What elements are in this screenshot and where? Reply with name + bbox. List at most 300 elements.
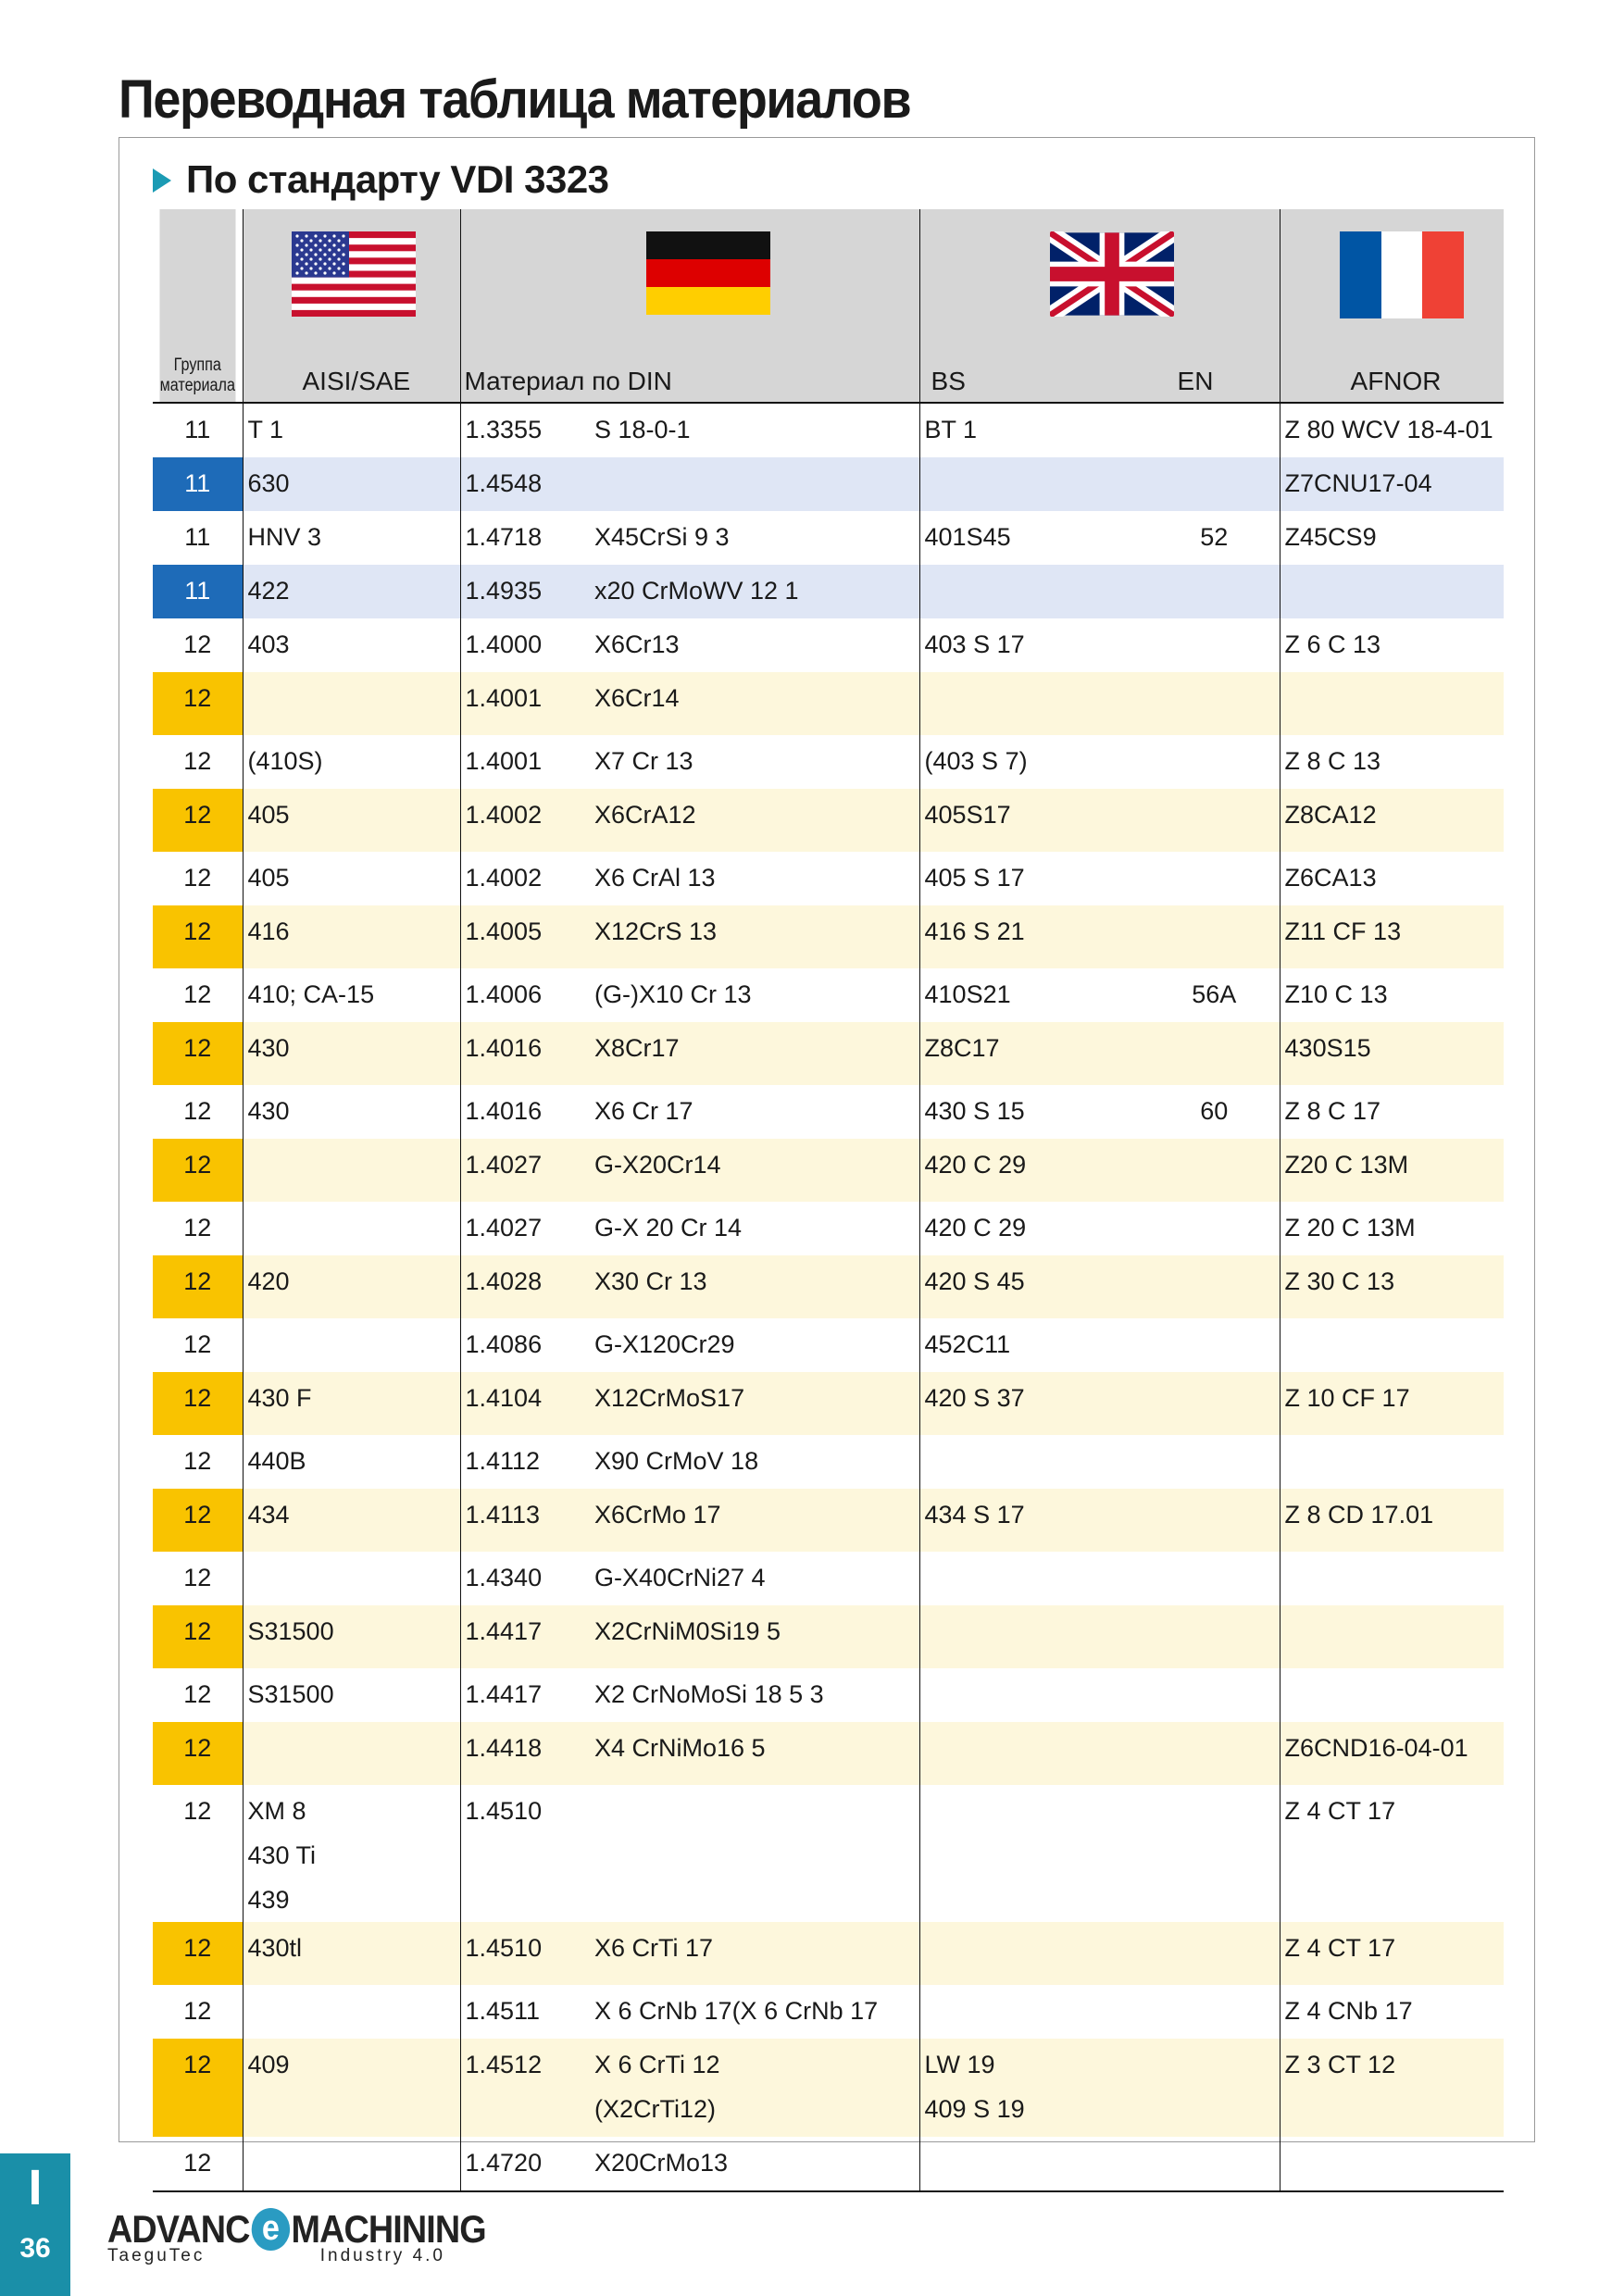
cell-bs	[919, 1318, 1149, 1372]
cell-bs	[919, 1139, 1149, 1202]
cell-en-text: 56A	[1192, 980, 1237, 1008]
cell-bs-text: 420 S 37	[924, 1384, 1025, 1412]
cell-bs	[919, 1605, 1149, 1668]
cell-aisi	[243, 672, 460, 735]
cell-group-text: 12	[183, 2149, 212, 2177]
cell-afnor	[1280, 403, 1504, 457]
cell-group	[153, 672, 243, 735]
cell-aisi-text: 430 Ti	[247, 1841, 317, 1869]
header-bs-en	[919, 209, 1280, 403]
cell-en-text: 60	[1200, 1097, 1229, 1125]
cell-bs-text: 409 S 19	[924, 2095, 1025, 2123]
cell-din-name	[590, 565, 919, 618]
cell-group-text: 12	[183, 684, 212, 712]
cell-din-name-text: G-X120Cr29	[594, 1330, 735, 1358]
cell-afnor	[1280, 1085, 1504, 1139]
cell-afnor-text: Z 4 CT 17	[1284, 1797, 1396, 1825]
cell-din-number-text: 1.4027	[465, 1151, 543, 1179]
cell-din-name	[590, 1985, 919, 2039]
cell-aisi	[243, 1202, 460, 1255]
cell-group	[153, 1318, 243, 1372]
logo-e-mark: e	[251, 2208, 289, 2251]
cell-group-text: 12	[183, 1330, 212, 1358]
table-row	[153, 1552, 1504, 1605]
table-row	[153, 1085, 1504, 1139]
header-afnor-label: AFNOR	[1350, 367, 1442, 395]
cell-group	[153, 789, 243, 852]
cell-bs-text: 416 S 21	[924, 917, 1025, 945]
cell-aisi-text: XM 8	[247, 1797, 306, 1825]
cell-afnor-text: Z 8 C 13	[1284, 747, 1381, 775]
cell-group-text: 12	[183, 864, 212, 892]
cell-din-number	[460, 852, 590, 905]
header-din	[460, 209, 919, 403]
logo-text-left: ADVANC	[107, 2207, 250, 2251]
cell-group	[153, 1435, 243, 1489]
table-body	[153, 403, 1504, 2191]
cell-afnor	[1280, 1785, 1504, 1922]
cell-din-name-text: X8Cr17	[594, 1034, 680, 1062]
cell-afnor	[1280, 1605, 1504, 1668]
cell-din-name-text: X6CrMo 17	[594, 1501, 721, 1529]
table-row	[153, 1255, 1504, 1318]
cell-aisi	[243, 1435, 460, 1489]
cell-group	[153, 1552, 243, 1605]
cell-din-number-text: 1.4000	[465, 630, 543, 658]
cell-bs-text: 430 S 15	[924, 1097, 1025, 1125]
cell-din-name-text: X2 CrNoMoSi 18 5 3	[594, 1680, 824, 1708]
cell-afnor-text: Z 4 CNb 17	[1284, 1997, 1413, 2025]
cell-din-name	[590, 1139, 919, 1202]
cell-din-number	[460, 1668, 590, 1722]
cell-afnor-text: 430S15	[1284, 1034, 1371, 1062]
cell-din-number	[460, 1605, 590, 1668]
cell-aisi-text: 430tl	[247, 1934, 303, 1962]
cell-bs	[919, 1552, 1149, 1605]
cell-bs	[919, 1722, 1149, 1785]
cell-din-number	[460, 1489, 590, 1552]
cell-bs-text: 403 S 17	[924, 630, 1025, 658]
cell-din-name	[590, 1922, 919, 1985]
cell-din-name	[590, 1605, 919, 1668]
cell-din-name-text: X6 CrTi 17	[594, 1934, 714, 1962]
cell-afnor	[1280, 457, 1504, 511]
cell-bs-text: 420 C 29	[924, 1151, 1027, 1179]
cell-aisi	[243, 618, 460, 672]
cell-aisi	[243, 789, 460, 852]
cell-din-name-text: X12CrMoS17	[594, 1384, 745, 1412]
header-aisi	[243, 209, 460, 403]
cell-bs	[919, 511, 1149, 565]
cell-afnor	[1280, 1722, 1504, 1785]
page-title: Переводная таблица материалов	[119, 69, 911, 130]
cell-en	[1149, 968, 1280, 1022]
cell-afnor-text: Z 8 C 17	[1284, 1097, 1381, 1125]
cell-din-number-text: 1.4720	[465, 2149, 543, 2177]
cell-group	[153, 968, 243, 1022]
cell-bs	[919, 618, 1149, 672]
cell-bs	[919, 403, 1149, 457]
cell-afnor	[1280, 1318, 1504, 1372]
cell-en	[1149, 457, 1280, 511]
cell-en	[1149, 905, 1280, 968]
cell-group-text: 12	[183, 1797, 212, 1825]
cell-afnor	[1280, 1022, 1504, 1085]
advance-machining-logo	[107, 2207, 528, 2266]
cell-afnor	[1280, 672, 1504, 735]
cell-group	[153, 1085, 243, 1139]
cell-bs	[919, 2137, 1149, 2191]
section-tab	[0, 2153, 70, 2296]
cell-din-number	[460, 2137, 590, 2191]
header-en-label: EN	[1177, 367, 1214, 395]
cell-din-name-text: X 6 CrNb 17(X 6 CrNb 17	[594, 1997, 879, 2025]
cell-aisi	[243, 511, 460, 565]
table-row	[153, 1985, 1504, 2039]
cell-afnor	[1280, 2039, 1504, 2137]
cell-din-name	[590, 1372, 919, 1435]
cell-din-name-text: X6Cr13	[594, 630, 680, 658]
cell-group	[153, 1985, 243, 2039]
cell-aisi-text: S31500	[247, 1680, 334, 1708]
cell-afnor	[1280, 1922, 1504, 1985]
cell-din-name	[590, 1255, 919, 1318]
cell-din-name-text: X6CrA12	[594, 801, 696, 829]
header-aisi-label: AISI/SAE	[302, 367, 411, 395]
cell-afnor-text: Z 4 CT 17	[1284, 1934, 1396, 1962]
table-row	[153, 618, 1504, 672]
cell-din-number-text: 1.4016	[465, 1097, 543, 1125]
cell-bs-text: 420 C 29	[924, 1214, 1027, 1242]
cell-afnor-text: Z 20 C 13M	[1284, 1214, 1416, 1242]
table-row	[153, 1489, 1504, 1552]
cell-aisi-text: 420	[247, 1267, 290, 1295]
cell-din-number	[460, 789, 590, 852]
cell-afnor	[1280, 1668, 1504, 1722]
cell-bs	[919, 1785, 1149, 1922]
subtitle-text: По стандарту VDI 3323	[186, 157, 609, 201]
cell-aisi-text: 430 F	[247, 1384, 312, 1412]
cell-din-number	[460, 1022, 590, 1085]
table-row	[153, 1668, 1504, 1722]
cell-din-number-text: 1.4417	[465, 1680, 543, 1708]
cell-aisi	[243, 2039, 460, 2137]
cell-din-name-text: X30 Cr 13	[594, 1267, 707, 1295]
logo-brand: TaeguTec	[107, 2246, 206, 2265]
cell-din-name-text: X2CrNiM0Si19 5	[594, 1617, 781, 1645]
cell-group	[153, 2039, 243, 2137]
cell-din-number-text: 1.4418	[465, 1734, 543, 1762]
cell-afnor	[1280, 1202, 1504, 1255]
cell-din-name-text: X90 CrMoV 18	[594, 1447, 759, 1475]
cell-din-number	[460, 511, 590, 565]
cell-group-text: 12	[183, 1384, 212, 1412]
cell-afnor-text: Z 80 WCV 18-4-01	[1284, 416, 1493, 443]
cell-din-name	[590, 2039, 919, 2137]
cell-group-text: 12	[183, 980, 212, 1008]
cell-aisi	[243, 1085, 460, 1139]
cell-din-name-text: X7 Cr 13	[594, 747, 693, 775]
cell-afnor	[1280, 905, 1504, 968]
cell-din-name	[590, 1202, 919, 1255]
cell-group-text: 12	[183, 801, 212, 829]
cell-afnor-text: Z 30 C 13	[1284, 1267, 1395, 1295]
cell-afnor	[1280, 968, 1504, 1022]
us-flag-icon	[292, 231, 416, 317]
cell-bs	[919, 457, 1149, 511]
cell-aisi	[243, 2137, 460, 2191]
cell-bs	[919, 1022, 1149, 1085]
cell-din-number-text: 1.4113	[465, 1501, 541, 1529]
cell-group-text: 12	[183, 1214, 212, 1242]
cell-group-text: 12	[183, 1997, 212, 2025]
cell-din-number	[460, 1722, 590, 1785]
cell-group-text: 12	[183, 1501, 212, 1529]
cell-din-number-text: 1.4935	[465, 577, 543, 605]
cell-afnor-text: Z 8 CD 17.01	[1284, 1501, 1434, 1529]
cell-din-name	[590, 1785, 919, 1922]
triangle-bullet-icon	[153, 168, 171, 193]
cell-din-name-text: G-X40CrNi27 4	[594, 1564, 766, 1591]
cell-en	[1149, 2039, 1280, 2137]
cell-bs	[919, 905, 1149, 968]
cell-din-number	[460, 1785, 590, 1922]
cell-din-name-text: S 18-0-1	[594, 416, 691, 443]
cell-en	[1149, 735, 1280, 789]
cell-din-number-text: 1.4028	[465, 1267, 543, 1295]
cell-en	[1149, 1722, 1280, 1785]
cell-din-number-text: 1.4016	[465, 1034, 543, 1062]
cell-din-name-text: X6 CrAl 13	[594, 864, 716, 892]
cell-aisi-text: 405	[247, 801, 290, 829]
cell-din-number-text: 1.4001	[465, 684, 543, 712]
cell-group-text: 11	[184, 577, 211, 605]
cell-afnor	[1280, 565, 1504, 618]
cell-aisi-text: 630	[247, 469, 290, 497]
cell-afnor	[1280, 618, 1504, 672]
cell-en	[1149, 1922, 1280, 1985]
cell-group-text: 12	[183, 747, 212, 775]
cell-din-number-text: 1.4005	[465, 917, 543, 945]
cell-bs-text: 405S17	[924, 801, 1011, 829]
cell-din-number-text: 1.4006	[465, 980, 543, 1008]
cell-aisi	[243, 1922, 460, 1985]
section-subtitle	[153, 157, 609, 202]
cell-group-text: 12	[183, 2051, 212, 2078]
table-row	[153, 403, 1504, 457]
cell-group-text: 12	[183, 917, 212, 945]
cell-group	[153, 1139, 243, 1202]
cell-din-name	[590, 457, 919, 511]
germany-flag-icon	[646, 231, 770, 315]
cell-en	[1149, 1255, 1280, 1318]
table-row	[153, 1372, 1504, 1435]
cell-din-number-text: 1.4510	[465, 1934, 543, 1962]
logo-text-right: MACHINING	[291, 2207, 486, 2251]
cell-bs	[919, 789, 1149, 852]
cell-group-text: 11	[184, 416, 211, 443]
cell-bs-text: 410S21	[924, 980, 1011, 1008]
cell-din-number	[460, 1372, 590, 1435]
cell-group	[153, 1022, 243, 1085]
cell-en	[1149, 1552, 1280, 1605]
cell-din-number-text: 1.4104	[465, 1384, 543, 1412]
cell-din-name-text: X20CrMo13	[594, 2149, 729, 2177]
cell-afnor	[1280, 1255, 1504, 1318]
cell-afnor	[1280, 1552, 1504, 1605]
cell-din-number-text: 1.4086	[465, 1330, 543, 1358]
section-tab-letter: I	[28, 2160, 43, 2215]
header-afnor	[1280, 209, 1504, 403]
cell-bs	[919, 1489, 1149, 1552]
cell-afnor-text: Z 10 CF 17	[1284, 1384, 1410, 1412]
cell-bs-text: (403 S 7)	[924, 747, 1028, 775]
cell-afnor-text: Z6CND16-04-01	[1284, 1734, 1468, 1762]
cell-din-name	[590, 672, 919, 735]
cell-en	[1149, 1139, 1280, 1202]
cell-din-number	[460, 565, 590, 618]
page-number: 36	[19, 2233, 51, 2264]
cell-group	[153, 735, 243, 789]
cell-group	[153, 1255, 243, 1318]
cell-en	[1149, 1785, 1280, 1922]
cell-din-number	[460, 1922, 590, 1985]
cell-afnor	[1280, 511, 1504, 565]
cell-aisi	[243, 1552, 460, 1605]
cell-aisi	[243, 1985, 460, 2039]
cell-din-name	[590, 403, 919, 457]
cell-group	[153, 2137, 243, 2191]
table-row	[153, 1139, 1504, 1202]
cell-en	[1149, 1435, 1280, 1489]
cell-aisi	[243, 403, 460, 457]
cell-afnor	[1280, 735, 1504, 789]
cell-din-name-text: (G-)X10 Cr 13	[594, 980, 752, 1008]
cell-en-text: 52	[1200, 523, 1229, 551]
cell-din-number-text: 1.4511	[465, 1997, 541, 2025]
cell-din-name-text: X6 Cr 17	[594, 1097, 693, 1125]
cell-din-name	[590, 511, 919, 565]
table-row	[153, 968, 1504, 1022]
table-row	[153, 457, 1504, 511]
cell-din-name	[590, 618, 919, 672]
cell-afnor	[1280, 1489, 1504, 1552]
cell-din-number	[460, 403, 590, 457]
cell-aisi-text: S31500	[247, 1617, 334, 1645]
cell-bs	[919, 735, 1149, 789]
cell-din-number	[460, 968, 590, 1022]
cell-group-text: 12	[183, 1097, 212, 1125]
cell-aisi	[243, 1372, 460, 1435]
table-row	[153, 1318, 1504, 1372]
cell-bs	[919, 565, 1149, 618]
cell-din-name	[590, 1318, 919, 1372]
cell-bs	[919, 852, 1149, 905]
cell-group-text: 12	[183, 1617, 212, 1645]
cell-afnor-text: Z6CA13	[1284, 864, 1377, 892]
cell-aisi	[243, 735, 460, 789]
cell-din-number	[460, 1255, 590, 1318]
cell-group	[153, 1922, 243, 1985]
cell-aisi-text: HNV 3	[247, 523, 322, 551]
cell-en	[1149, 1318, 1280, 1372]
cell-group-text: 12	[183, 630, 212, 658]
cell-en	[1149, 1202, 1280, 1255]
cell-aisi	[243, 968, 460, 1022]
cell-din-number	[460, 1139, 590, 1202]
cell-en	[1149, 403, 1280, 457]
cell-din-number	[460, 2039, 590, 2137]
header-din-label: Материал по DIN	[464, 367, 672, 395]
cell-group	[153, 618, 243, 672]
cell-din-number	[460, 1985, 590, 2039]
cell-group	[153, 457, 243, 511]
table-row	[153, 1202, 1504, 1255]
cell-din-number	[460, 1318, 590, 1372]
cell-din-number-text: 1.4510	[465, 1797, 543, 1825]
cell-din-number	[460, 672, 590, 735]
cell-din-number	[460, 1085, 590, 1139]
cell-en	[1149, 1022, 1280, 1085]
cell-din-number	[460, 1552, 590, 1605]
cell-en	[1149, 618, 1280, 672]
header-group: Группа материала	[159, 209, 235, 403]
france-flag-icon	[1340, 231, 1464, 318]
cell-din-name	[590, 905, 919, 968]
header-bs-label: BS	[931, 367, 966, 395]
cell-aisi-text: 410; CA-15	[247, 980, 375, 1008]
uk-flag-icon	[1050, 231, 1174, 317]
cell-afnor-text: Z7CNU17-04	[1284, 469, 1432, 497]
cell-group	[153, 852, 243, 905]
cell-group-text: 12	[183, 1151, 212, 1179]
cell-aisi	[243, 1722, 460, 1785]
cell-bs	[919, 2039, 1149, 2137]
table-row	[153, 1605, 1504, 1668]
cell-afnor-text: Z20 C 13M	[1284, 1151, 1409, 1179]
table-row	[153, 905, 1504, 968]
cell-aisi	[243, 1022, 460, 1085]
cell-afnor-text: Z 3 CT 12	[1284, 2051, 1396, 2078]
table-row	[153, 1722, 1504, 1785]
cell-bs	[919, 1372, 1149, 1435]
cell-din-name	[590, 2137, 919, 2191]
cell-aisi-text: 409	[247, 2051, 290, 2078]
cell-group-text: 12	[183, 1564, 212, 1591]
table-header-row	[153, 209, 1504, 403]
cell-group	[153, 1785, 243, 1922]
cell-group	[153, 511, 243, 565]
cell-din-name-text: X4 CrNiMo16 5	[594, 1734, 766, 1762]
cell-en	[1149, 1372, 1280, 1435]
table-row	[153, 2137, 1504, 2191]
cell-din-name	[590, 852, 919, 905]
cell-en	[1149, 1605, 1280, 1668]
cell-group-text: 12	[183, 1267, 212, 1295]
cell-bs-text: BT 1	[924, 416, 978, 443]
cell-afnor	[1280, 789, 1504, 852]
cell-bs	[919, 672, 1149, 735]
cell-bs	[919, 968, 1149, 1022]
cell-din-name	[590, 1552, 919, 1605]
cell-aisi-text: 430	[247, 1097, 290, 1125]
cell-group	[153, 1722, 243, 1785]
cell-din-name-text: X6Cr14	[594, 684, 680, 712]
cell-din-name-text: G-X20Cr14	[594, 1151, 721, 1179]
cell-aisi	[243, 1785, 460, 1922]
cell-din-number	[460, 1435, 590, 1489]
cell-bs-text: 420 S 45	[924, 1267, 1025, 1295]
